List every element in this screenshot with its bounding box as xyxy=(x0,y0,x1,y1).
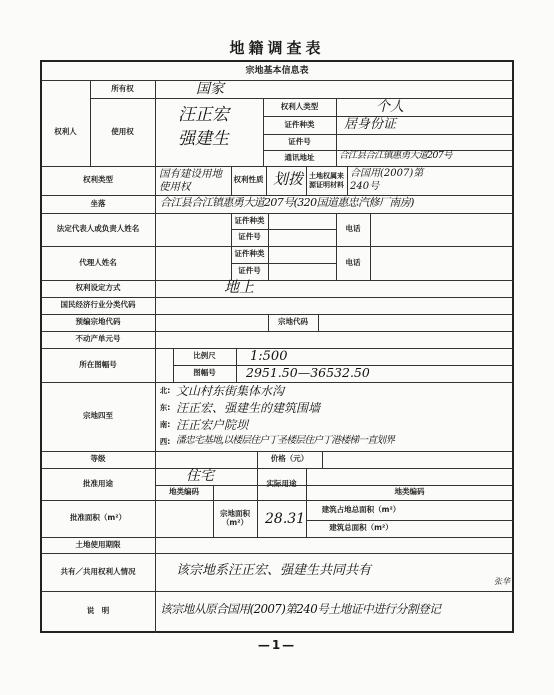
note-label: 说 明 xyxy=(86,606,110,616)
stamp-value: 张华 xyxy=(494,577,510,586)
location-label: 坐落 xyxy=(90,198,106,208)
pre-code-label: 预编宗地代码 xyxy=(75,317,121,327)
cert-no-label: 证件号 xyxy=(288,136,311,146)
parcel-area-label: 宗地面积（m²） xyxy=(220,508,250,527)
parcel-code-label: 宗地代码 xyxy=(278,317,308,327)
agent-cert-no-label: 证件号 xyxy=(238,266,261,276)
approved-use-value[interactable]: 住宅 xyxy=(186,468,214,484)
north-value[interactable]: 文山村东街集体水沟 xyxy=(176,384,285,398)
use-right-label: 使用权 xyxy=(111,126,134,136)
land-source-label: 土地权属来源证明材料 xyxy=(309,172,344,189)
legal-cert-type-label: 证件种类 xyxy=(234,215,265,225)
shared-value[interactable]: 该宗地系汪正宏、强建生共同共有 xyxy=(176,563,372,578)
table-subtitle: 宗地基本信息表 xyxy=(245,65,309,76)
approved-use-label: 批准用途 xyxy=(83,478,113,488)
west-label: 西: xyxy=(159,436,171,446)
sheet-no-value[interactable]: 2951.50—36532.50 xyxy=(246,365,370,380)
class-code-label: 地类编码 xyxy=(169,487,199,497)
east-value[interactable]: 汪正宏、强建生的建筑围墙 xyxy=(176,401,321,415)
setup-method-value[interactable]: 地上 xyxy=(224,278,255,296)
holders-value[interactable]: 汪正宏 强建生 xyxy=(178,105,229,149)
legal-phone-label: 电话 xyxy=(345,224,361,234)
owner-label: 权利人 xyxy=(54,126,77,136)
address-label: 通讯地址 xyxy=(284,152,315,162)
right-type-value[interactable]: 国有建设用地 使用权 xyxy=(159,168,222,194)
ownership-value[interactable]: 国家 xyxy=(196,81,224,97)
map-sheet-label: 所在图幅号 xyxy=(79,359,117,369)
south-value[interactable]: 汪正宏户院坝 xyxy=(176,418,249,432)
right-type-label: 权利类型 xyxy=(83,175,113,185)
right-nature-label: 权利性质 xyxy=(233,175,264,185)
location-value[interactable]: 合江县合江镇惠勇大道207号(320国道惠忠汽修厂南房) xyxy=(160,196,414,209)
owner-type-label: 权利人类型 xyxy=(280,101,319,111)
scale-label: 比例尺 xyxy=(193,351,216,361)
bld-area-label: 建筑占地总面积（m²） xyxy=(321,504,401,514)
class-code2-label: 地类编码 xyxy=(394,487,425,497)
actual-use-label: 实际用途 xyxy=(266,478,297,488)
agent-cert-type-label: 证件种类 xyxy=(234,249,265,259)
document-title: 地籍调查表 xyxy=(229,39,325,57)
sheet-no-label: 图幅号 xyxy=(193,368,216,378)
term-label: 土地使用期限 xyxy=(75,539,121,549)
realty-unit-label: 不动产单元号 xyxy=(75,334,121,344)
shared-label: 共有／共用权利人情况 xyxy=(60,566,136,576)
address-value[interactable]: 合江县合江镇惠勇大道207号 xyxy=(339,150,452,161)
legal-cert-no-label: 证件号 xyxy=(238,232,261,242)
cert-type-value[interactable]: 居身份证 xyxy=(344,117,397,132)
ownership-label: 所有权 xyxy=(111,83,134,93)
right-nature-value[interactable]: 划拨 xyxy=(273,170,304,188)
price-label: 价格（元） xyxy=(270,454,309,464)
legal-rep-label: 法定代表人或负责人姓名 xyxy=(56,224,140,234)
south-label: 南: xyxy=(159,419,171,429)
note-value[interactable]: 该宗地从原合国用(2007)第240号土地证中进行分割登记 xyxy=(160,602,441,616)
parcel-area-value[interactable]: 28.31 xyxy=(265,511,306,527)
industry-code-label: 国民经济行业分类代码 xyxy=(60,300,136,310)
agent-label: 代理人姓名 xyxy=(79,257,117,267)
boundaries-label: 宗地四至 xyxy=(83,411,113,421)
grade-label: 等级 xyxy=(90,454,106,464)
owner-type-value[interactable]: 个人 xyxy=(376,99,404,115)
agent-phone-label: 电话 xyxy=(345,257,361,267)
north-label: 北: xyxy=(159,385,171,395)
bld-total-label: 建筑总面积（m²） xyxy=(329,523,393,533)
scale-value[interactable]: 1:500 xyxy=(250,349,288,364)
cert-type-label: 证件种类 xyxy=(284,119,315,129)
east-label: 东: xyxy=(159,402,171,412)
setup-method-label: 权利设定方式 xyxy=(75,283,121,293)
approved-area-label: 批准面积（m²） xyxy=(69,513,127,523)
west-value[interactable]: 潘忠宅基地,以楼层住户丁圣楼层住户丁港楼梯一直划界 xyxy=(176,435,395,446)
page-number: —1— xyxy=(257,638,297,652)
land-source-value[interactable]: 合国用(2007)第 240号 xyxy=(350,168,424,192)
